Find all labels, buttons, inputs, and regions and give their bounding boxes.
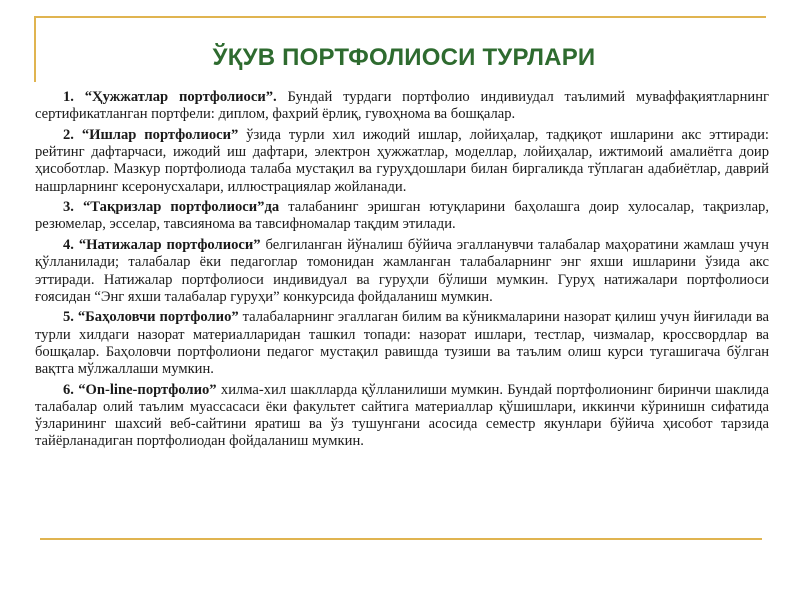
bottom-rule xyxy=(40,538,762,540)
top-rule xyxy=(34,16,766,18)
page-title: ЎҚУВ ПОРТФОЛИОСИ ТУРЛАРИ xyxy=(212,44,596,71)
paragraph-works-portfolio xyxy=(35,127,769,196)
paragraph-heading: 5. “Баҳоловчи портфолио” xyxy=(63,309,239,326)
paragraph-text: талабаларнинг эгаллаган билим ва кўникмаларини назорат қилиш учун йиғилади ва турли хилдаги назорат материалларидан ташкил топади: назорат ишлари, тестлар, чизмалар, кроссвордлар ва бошқалар. Баҳоловчи портфолиони педагог мустақил равишда тузиши ва таълим олиш курси тугашигача бўлган вақтга мўлжаллаши мумкин. xyxy=(35,309,769,378)
paragraph-reviews-portfolio xyxy=(35,199,769,233)
paragraph-assessment-portfolio xyxy=(35,309,769,378)
paragraph-heading: 4. “Натижалар портфолиоси” xyxy=(63,237,261,254)
paragraph-heading: 3. “Тақризлар портфолиоси”да xyxy=(63,199,280,216)
paragraph-text: талабанинг эришган ютуқларини баҳолашга доир хулосалар, тақризлар, резюмелар, эсселар, тавсиянома ва тавсифномалар тақдим этилади. xyxy=(35,199,769,233)
paragraph-text: хилма-хил шаклларда қўлланилиши мумкин. Бундай портфолионинг биринчи шаклида талабалар олий таълим муассасаси ёки факультет сайтига материаллар қўшишлари, иккинчи кўринишн сифатида ўзларининг шахсий веб-сайтини яратиш ва ўз тушунгани асосида семестр якунлари бўйича ҳисобот тарзида тайёрланадиган портфолиодан фойдаланиш мумкин. xyxy=(35,381,769,450)
paragraph-documents-portfolio xyxy=(35,89,769,123)
paragraph-results-portfolio xyxy=(35,237,769,306)
paragraph-text: белгиланган йўналиш бўйича эгалланувчи талабалар маҳоратини жамлаш учун қўлланилади; талабалар ёки педагоглар томонидан жамланган талабаларнинг энг яхши ишларини ўзида акс эттиради. Натижалар портфолиоси индивидуал ва гуруҳли бўлиши мумкин. Гуруҳ натижалари портфолиоси ғоясидан “Энг яхши талабалар гуруҳи” конкурсида фойдаланиш мумкин. xyxy=(35,237,769,305)
left-accent-rule xyxy=(34,16,36,82)
paragraph-heading: 2. “Ишлар портфолиоси” xyxy=(63,126,239,143)
body-text xyxy=(35,89,769,454)
paragraph-heading: 6. “On-line-портфолио” xyxy=(63,381,217,398)
paragraph-online-portfolio xyxy=(35,382,769,451)
paragraph-text: ўзида турли хил ижодий ишлар, лойиҳалар, тадқиқот ишларини акс эттиради: рейтинг дафтарчаси, ижодий иш дафтари, электрон ҳужжатлар, моделлар, лойиҳалар, ижтимоий амалиётга доир ҳисоботлар. Мазкур портфолиода талаба мустақил ва гуруҳдошлари билан биргаликда тўплаган адабиётлар, даврий нашрларнинг ксеронусхалари, иллюстрациялар жойланади. xyxy=(35,126,769,195)
paragraph-text: Бундай турдаги портфолио индивиудал таълимий муваффақиятларнинг сертификатланган портфели: диплом, фахрий ёрлиқ, гувоҳнома ва бошқалар. xyxy=(35,89,769,123)
paragraph-heading: 1. “Ҳужжатлар портфолиоси”. xyxy=(63,89,277,105)
